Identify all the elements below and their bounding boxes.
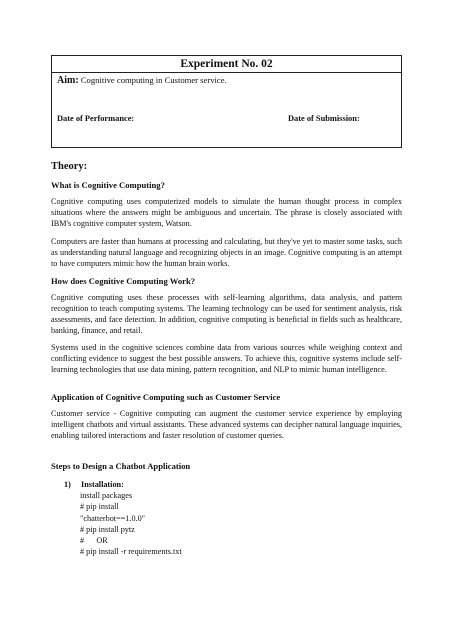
section-heading-what: What is Cognitive Computing? xyxy=(51,180,165,190)
install-line: # pip install -r requirements.txt xyxy=(80,547,182,557)
section-heading-application: Application of Cognitive Computing such as Customer Service xyxy=(51,392,281,402)
paragraph-what-2: Computers are faster than humans at processing and calculating, but they've yet to master some tasks, such as understanding natural language and recognizing objects in an image. Cognitive computing is an attempt to have computers mimic how the human brain works. xyxy=(51,237,402,268)
steps-list-item xyxy=(64,479,124,490)
aim-line xyxy=(57,75,227,86)
step-number: 1) xyxy=(64,480,71,489)
install-line: # pip install xyxy=(80,502,119,512)
install-line: "chatterbot==1.0.0" xyxy=(80,513,146,523)
paragraph-how-1: Cognitive computing uses these processes with self-learning algorithms, data analysis, and pattern recognition to teach computing systems. The learning technology can be used for sentiment analysis, risk assessments, and face detection. In addition, cognitive computing is beneficial in fields such as healthcare, banking, finance, and retail. xyxy=(51,293,402,335)
install-commands xyxy=(80,490,182,558)
date-of-performance-label: Date of Performance: xyxy=(57,114,135,123)
install-line: install packages xyxy=(80,491,133,500)
experiment-header-box xyxy=(51,55,402,148)
section-heading-how: How does Cognitive Computing Work? xyxy=(51,276,196,286)
date-of-submission-label: Date of Submission: xyxy=(288,114,360,123)
aim-text: Cognitive computing in Customer service. xyxy=(80,75,227,85)
paragraph-application-1: Customer service - Cognitive computing can augment the customer service experience by employing intelligent chatbots and virtual assistants. These advanced systems can decipher natural language inquiries, enabling tailored interactions and faster resolution of customer queries. xyxy=(51,409,402,440)
aim-label: Aim: xyxy=(57,75,79,86)
paragraph-how-2: Systems used in the cognitive sciences combine data from various sources while weighing context and conflicting evidence to suggest the best possible answers. To achieve this, cognitive systems include self-learning technologies that use data mining, pattern recognition, and NLP to mimic human intelligence. xyxy=(51,343,402,374)
install-line: # pip install pytz xyxy=(80,524,135,534)
install-line: # OR xyxy=(80,536,108,546)
experiment-title: Experiment No. 02 xyxy=(52,56,401,73)
paragraph-what-1: Cognitive computing uses computerized models to simulate the human thought process in complex situations where the answers might be ambiguous and uncertain. The phrase is closely associated with IBM's cognitive computer system, Watson. xyxy=(51,197,402,228)
section-heading-steps: Steps to Design a Chatbot Application xyxy=(51,461,191,471)
theory-heading: Theory: xyxy=(51,161,88,172)
step-title: Installation: xyxy=(81,480,124,489)
